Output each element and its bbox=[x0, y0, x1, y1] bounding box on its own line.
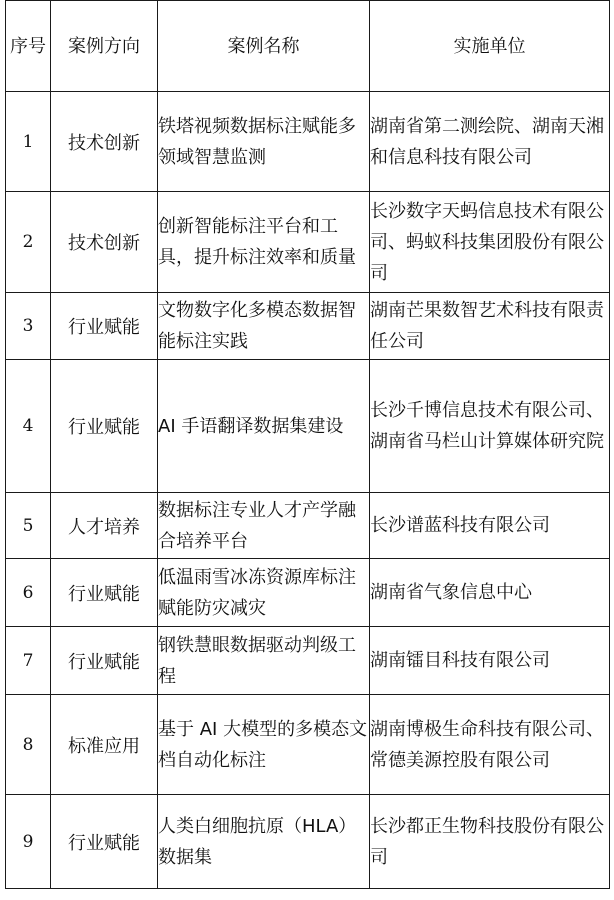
header-name: 案例名称 bbox=[158, 1, 370, 92]
table-row bbox=[6, 92, 610, 192]
row-case-name: 创新智能标注平台和工具，提升标注效率和质量 bbox=[158, 192, 370, 293]
row-direction: 行业赋能 bbox=[51, 627, 158, 695]
table-row bbox=[6, 795, 610, 889]
row-no: 2 bbox=[6, 192, 51, 293]
table-row bbox=[6, 192, 610, 293]
row-no: 5 bbox=[6, 493, 51, 559]
row-case-name: 低温雨雪冰冻资源库标注赋能防灾减灾 bbox=[158, 559, 370, 627]
row-no: 4 bbox=[6, 360, 51, 493]
row-no: 8 bbox=[6, 695, 51, 795]
row-no: 1 bbox=[6, 92, 51, 192]
row-direction: 技术创新 bbox=[51, 192, 158, 293]
table-row bbox=[6, 493, 610, 559]
table-row bbox=[6, 293, 610, 360]
header-direction: 案例方向 bbox=[51, 1, 158, 92]
row-unit: 湖南芒果数智艺术科技有限责任公司 bbox=[370, 293, 610, 360]
row-no: 3 bbox=[6, 293, 51, 360]
table-row bbox=[6, 695, 610, 795]
row-direction: 标准应用 bbox=[51, 695, 158, 795]
row-case-name: AI 手语翻译数据集建设 bbox=[158, 360, 370, 493]
row-unit: 湖南镭目科技有限公司 bbox=[370, 627, 610, 695]
row-case-name: 基于 AI 大模型的多模态文档自动化标注 bbox=[158, 695, 370, 795]
row-case-name: 人类白细胞抗原（HLA）数据集 bbox=[158, 795, 370, 889]
case-table bbox=[5, 0, 610, 889]
row-unit: 湖南省气象信息中心 bbox=[370, 559, 610, 627]
table-row bbox=[6, 559, 610, 627]
row-case-name: 文物数字化多模态数据智能标注实践 bbox=[158, 293, 370, 360]
row-no: 9 bbox=[6, 795, 51, 889]
row-case-name: 钢铁慧眼数据驱动判级工程 bbox=[158, 627, 370, 695]
row-unit: 长沙数字天蚂信息技术有限公司、蚂蚁科技集团股份有限公司 bbox=[370, 192, 610, 293]
row-direction: 行业赋能 bbox=[51, 795, 158, 889]
row-no: 7 bbox=[6, 627, 51, 695]
row-no: 6 bbox=[6, 559, 51, 627]
row-case-name: 数据标注专业人才产学融合培养平台 bbox=[158, 493, 370, 559]
unit-line: 长沙千博信息技术有限公司、 bbox=[370, 400, 604, 421]
row-unit: 长沙都正生物科技股份有限公司 bbox=[370, 795, 610, 889]
row-direction: 技术创新 bbox=[51, 92, 158, 192]
header-unit: 实施单位 bbox=[370, 1, 610, 92]
header-row bbox=[6, 1, 610, 92]
row-direction: 行业赋能 bbox=[51, 559, 158, 627]
row-unit: 长沙谱蓝科技有限公司 bbox=[370, 493, 610, 559]
row-unit bbox=[370, 360, 610, 493]
table-row bbox=[6, 627, 610, 695]
row-direction: 人才培养 bbox=[51, 493, 158, 559]
header-no: 序号 bbox=[6, 1, 51, 92]
unit-line: 湖南省马栏山计算媒体研究院 bbox=[370, 431, 604, 452]
row-direction: 行业赋能 bbox=[51, 360, 158, 493]
row-direction: 行业赋能 bbox=[51, 293, 158, 360]
row-unit: 湖南省第二测绘院、湖南天湘和信息科技有限公司 bbox=[370, 92, 610, 192]
table-row bbox=[6, 360, 610, 493]
row-case-name: 铁塔视频数据标注赋能多领域智慧监测 bbox=[158, 92, 370, 192]
row-unit: 湖南博极生命科技有限公司、常德美源控股有限公司 bbox=[370, 695, 610, 795]
